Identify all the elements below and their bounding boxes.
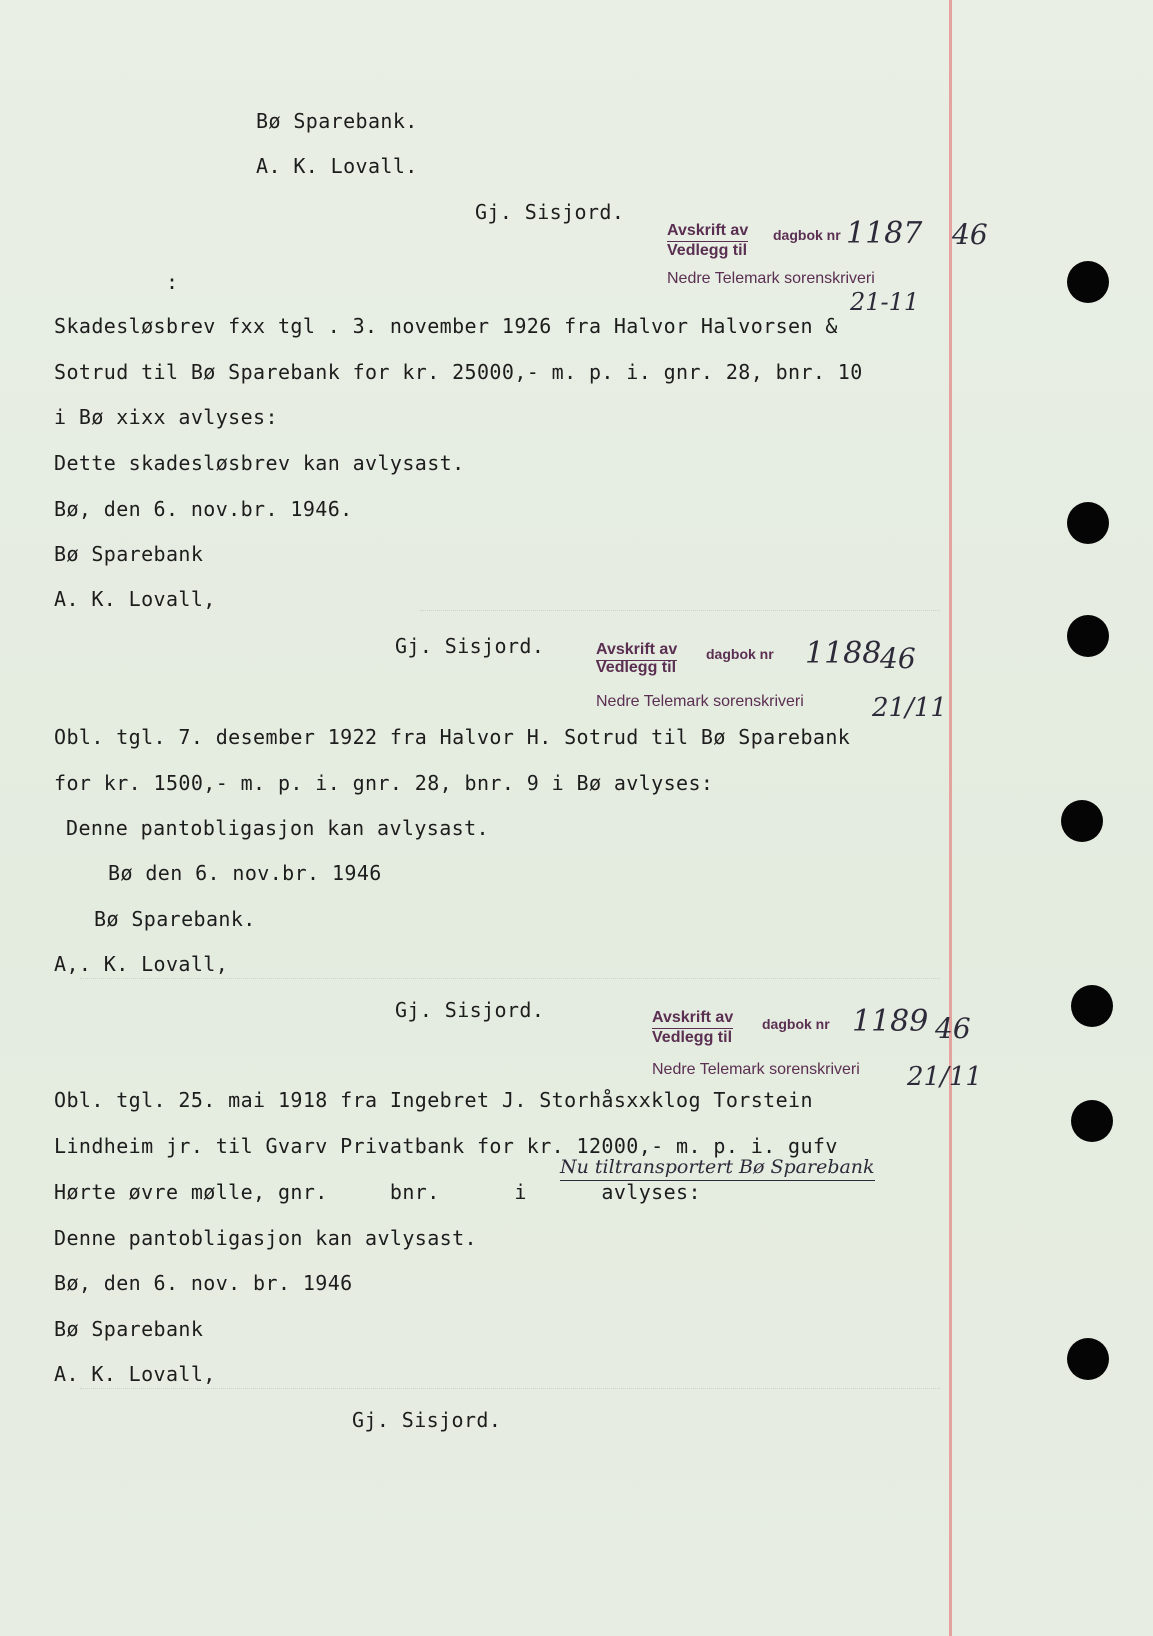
text-line: Bø den 6. nov.br. 1946 bbox=[108, 861, 382, 885]
handwritten-date: 21/11 bbox=[872, 693, 947, 723]
handwritten-year: 46 bbox=[880, 642, 916, 675]
stamp-office: Nedre Telemark sorenskriveri bbox=[596, 693, 804, 710]
punch-hole bbox=[1067, 261, 1109, 303]
text-line: for kr. 1500,- m. p. i. gnr. 28, bnr. 9 i Bø avlyses: bbox=[54, 771, 714, 795]
handwritten-date: 21/11 bbox=[907, 1062, 982, 1092]
text-line: Denne pantobligasjon kan avlysast. bbox=[54, 1226, 477, 1250]
handwritten-year: 46 bbox=[935, 1012, 971, 1045]
punch-hole bbox=[1067, 502, 1109, 544]
text-line: Bø Sparebank. bbox=[256, 109, 418, 133]
handwritten-number: 1187 bbox=[846, 216, 923, 251]
stamp-office: Nedre Telemark sorenskriveri bbox=[652, 1061, 860, 1078]
stamp-vedlegg: Vedlegg til bbox=[652, 1029, 733, 1046]
text-line: Denne pantobligasjon kan avlysast. bbox=[66, 816, 489, 840]
text-line: Bø, den 6. nov. br. 1946 bbox=[54, 1271, 353, 1295]
text-line: Bø, den 6. nov.br. 1946. bbox=[54, 497, 353, 521]
punch-hole bbox=[1067, 1338, 1109, 1380]
signature-line: Gj. Sisjord. bbox=[475, 200, 625, 224]
handwritten-date: 21-11 bbox=[850, 288, 920, 316]
text-line: Sotrud til Bø Sparebank for kr. 25000,- m. p. i. gnr. 28, bnr. 10 bbox=[54, 360, 863, 384]
text-line: A,. K. Lovall, bbox=[54, 952, 229, 976]
handwritten-year: 46 bbox=[952, 218, 988, 251]
punch-hole bbox=[1067, 615, 1109, 657]
signature-line: Gj. Sisjord. bbox=[352, 1408, 502, 1432]
text-line: Bø Sparebank bbox=[54, 542, 204, 566]
text-line: Bø Sparebank bbox=[54, 1317, 204, 1341]
handwritten-number: 1188 bbox=[805, 636, 882, 671]
stamp-avskrift: Avskrift av bbox=[667, 221, 748, 242]
stamp-vedlegg: Vedlegg til bbox=[667, 242, 748, 259]
text-line: Lindheim jr. til Gvarv Privatbank for kr. 12000,- m. p. i. gufv bbox=[54, 1134, 838, 1158]
stamp-avskrift: Avskrift av bbox=[652, 1008, 733, 1029]
signature-line: Gj. Sisjord. bbox=[395, 634, 545, 658]
stamp-vedlegg: Vedlegg til bbox=[596, 659, 677, 676]
stamp-avskrift: Avskrift av bbox=[596, 640, 677, 661]
text-line: A. K. Lovall. bbox=[256, 154, 418, 178]
stamp-dagbok: dagbok nr bbox=[706, 646, 774, 662]
punch-hole bbox=[1061, 800, 1103, 842]
text-line: A. K. Lovall, bbox=[54, 587, 216, 611]
punch-hole bbox=[1071, 1100, 1113, 1142]
stamp-dagbok: dagbok nr bbox=[762, 1016, 830, 1032]
stamp-dagbok: dagbok nr bbox=[773, 227, 841, 243]
text-line: Bø Sparebank. bbox=[94, 907, 256, 931]
text-line: : bbox=[166, 270, 179, 294]
text-line: Dette skadesløsbrev kan avlysast. bbox=[54, 451, 465, 475]
text-line: Hørte øvre mølle, gnr. bnr. i avlyses: bbox=[54, 1180, 701, 1204]
signature-line: Gj. Sisjord. bbox=[395, 998, 545, 1022]
text-line: Obl. tgl. 25. mai 1918 fra Ingebret J. Storhåsxxklog Torstein bbox=[54, 1088, 813, 1112]
stamp-office: Nedre Telemark sorenskriveri bbox=[667, 270, 875, 287]
handwritten-annotation: Nu tiltransportert Bø Sparebank bbox=[560, 1156, 875, 1181]
punch-hole bbox=[1071, 985, 1113, 1027]
text-line: Skadesløsbrev fxx tgl . 3. november 1926 fra Halvor Halvorsen & bbox=[54, 314, 838, 338]
text-line: A. K. Lovall, bbox=[54, 1362, 216, 1386]
handwritten-number: 1189 bbox=[852, 1004, 929, 1039]
text-line: Obl. tgl. 7. desember 1922 fra Halvor H. Sotrud til Bø Sparebank bbox=[54, 725, 851, 749]
bleed-through bbox=[420, 590, 940, 611]
text-line: i Bø xixx avlyses: bbox=[54, 405, 278, 429]
